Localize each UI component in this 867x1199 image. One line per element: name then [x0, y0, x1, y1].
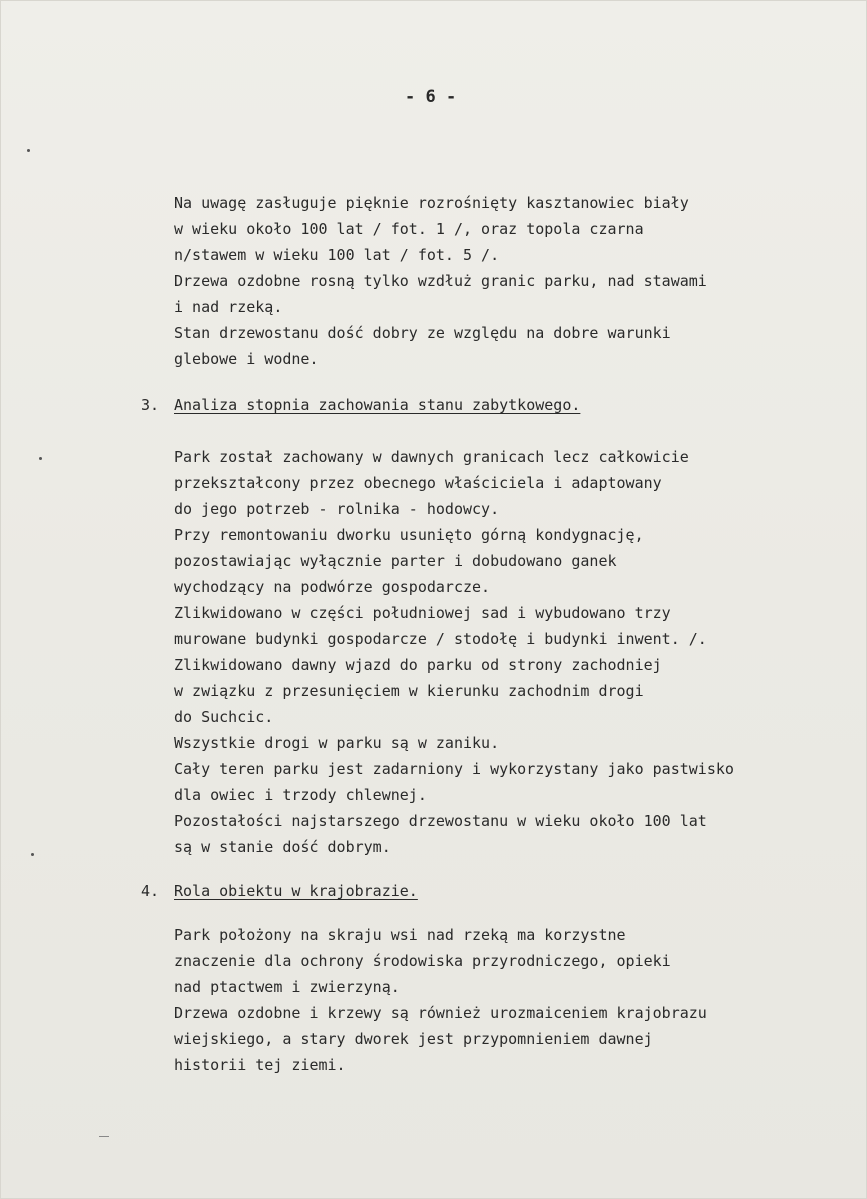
- text-line: są w stanie dość dobrym.: [174, 838, 391, 856]
- paper-speck: [39, 457, 42, 460]
- section-3-number: 3.: [141, 396, 160, 414]
- text-line: do jego potrzeb - rolnika - hodowcy.: [174, 500, 500, 518]
- paper-mark: [99, 1136, 109, 1137]
- text-line: do Suchcic.: [174, 708, 274, 726]
- text-line: wiejskiego, a stary dworek jest przypomnieniem dawnej: [174, 1030, 653, 1048]
- text-line: n/stawem w wieku 100 lat / fot. 5 /.: [174, 246, 500, 264]
- text-line: Wszystkie drogi w parku są w zaniku.: [174, 734, 500, 752]
- text-line: nad ptactwem i zwierzyną.: [174, 978, 400, 996]
- text-line: znaczenie dla ochrony środowiska przyrodniczego, opieki: [174, 952, 671, 970]
- text-line: Przy remontowaniu dworku usunięto górną kondygnację,: [174, 526, 644, 544]
- section-4-title: Rola obiektu w krajobrazie.: [174, 882, 418, 900]
- paper-speck: [31, 853, 34, 856]
- section-3-title: Analiza stopnia zachowania stanu zabytkowego.: [174, 396, 581, 414]
- text-line: Park został zachowany w dawnych granicach lecz całkowicie: [174, 448, 689, 466]
- text-line: glebowe i wodne.: [174, 350, 319, 368]
- text-line: Zlikwidowano dawny wjazd do parku od strony zachodniej: [174, 656, 662, 674]
- text-line: wychodzący na podwórze gospodarcze.: [174, 578, 491, 596]
- text-line: Pozostałości najstarszego drzewostanu w wieku około 100 lat: [174, 812, 707, 830]
- text-line: Park położony na skraju wsi nad rzeką ma korzystne: [174, 926, 626, 944]
- text-line: Cały teren parku jest zadarniony i wykorzystany jako pastwisko: [174, 760, 734, 778]
- text-line: Stan drzewostanu dość dobry ze względu na dobre warunki: [174, 324, 671, 342]
- paper-speck: [27, 149, 30, 152]
- text-line: Zlikwidowano w części południowej sad i wybudowano trzy: [174, 604, 671, 622]
- text-line: w wieku około 100 lat / fot. 1 /, oraz topola czarna: [174, 220, 644, 238]
- text-line: Na uwagę zasługuje pięknie rozrośnięty kasztanowiec biały: [174, 194, 689, 212]
- text-line: pozostawiając wyłącznie parter i dobudowano ganek: [174, 552, 617, 570]
- text-line: i nad rzeką.: [174, 298, 283, 316]
- text-line: w związku z przesunięciem w kierunku zachodnim drogi: [174, 682, 644, 700]
- section-4-number: 4.: [141, 882, 160, 900]
- text-line: przekształcony przez obecnego właściciela i adaptowany: [174, 474, 662, 492]
- text-line: historii tej ziemi.: [174, 1056, 346, 1074]
- text-line: murowane budynki gospodarcze / stodołę i budynki inwent. /.: [174, 630, 707, 648]
- text-line: Drzewa ozdobne i krzewy są również urozmaiceniem krajobrazu: [174, 1004, 707, 1022]
- text-line: dla owiec i trzody chlewnej.: [174, 786, 427, 804]
- page-number: - 6 -: [405, 87, 457, 107]
- text-line: Drzewa ozdobne rosną tylko wzdłuż granic parku, nad stawami: [174, 272, 707, 290]
